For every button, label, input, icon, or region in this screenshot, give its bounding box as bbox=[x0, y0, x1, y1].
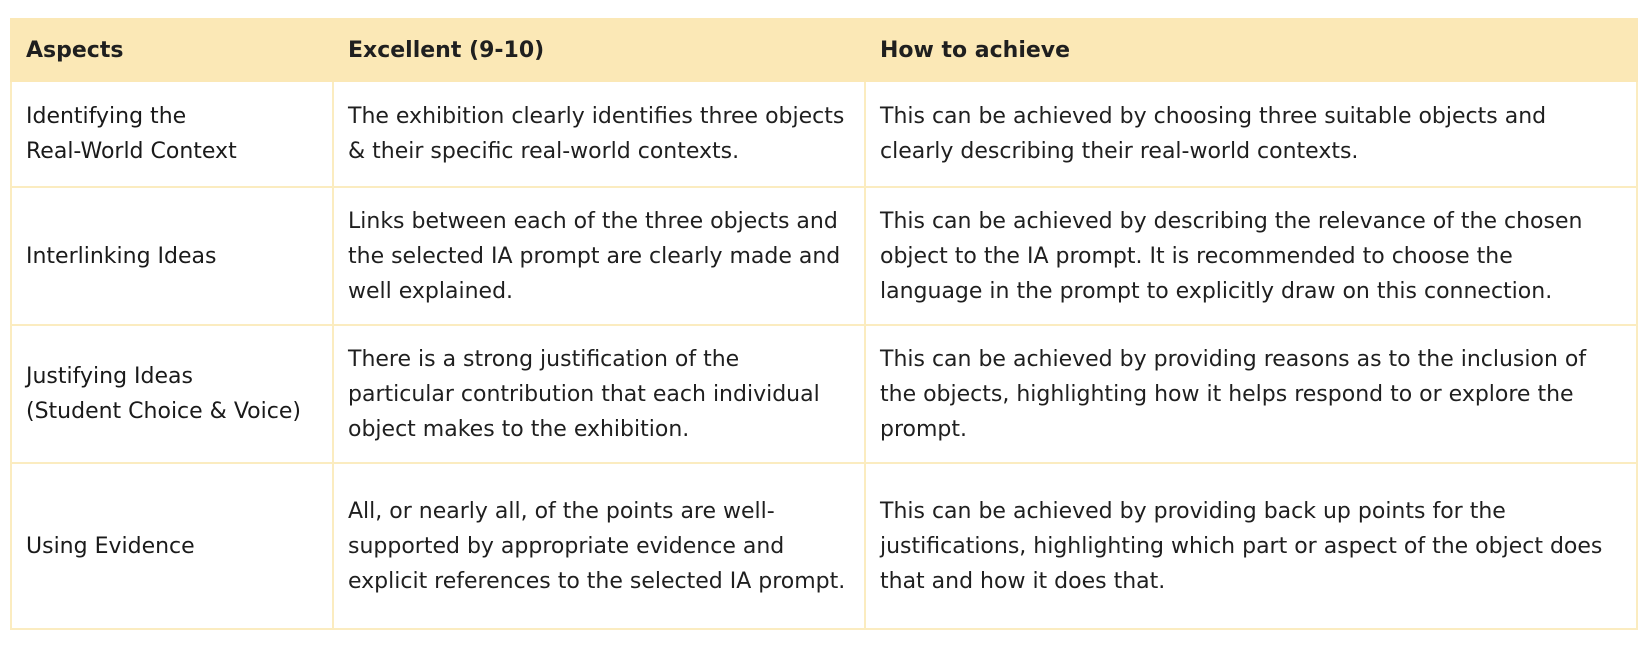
aspect-line: Justifying Ideas bbox=[26, 364, 193, 389]
aspect-line: (Student Choice & Voice) bbox=[26, 399, 301, 424]
aspect-cell bbox=[11, 187, 333, 325]
table-row bbox=[11, 325, 1637, 463]
aspect-cell bbox=[11, 81, 333, 187]
aspect-cell bbox=[11, 325, 333, 463]
aspect-line: Using Evidence bbox=[26, 533, 195, 559]
aspect-cell bbox=[11, 463, 333, 629]
header-excellent: Excellent (9-10) bbox=[333, 19, 865, 81]
aspect-line: Identifying the bbox=[26, 104, 187, 129]
aspect-line: Real-World Context bbox=[26, 139, 237, 164]
excellent-cell: All, or nearly all, of the points are well-supported by appropriate evidence and explicit references to the selected IA prompt. bbox=[333, 463, 865, 629]
rubric-table bbox=[10, 18, 1638, 630]
table-row bbox=[11, 187, 1637, 325]
header-row bbox=[11, 19, 1637, 81]
aspect-line: Interlinking Ideas bbox=[26, 243, 217, 269]
how-to-achieve-cell: This can be achieved by describing the relevance of the chosen object to the IA prompt. It is recommended to choose the language in the prompt to explicitly draw on this connection. bbox=[865, 187, 1637, 325]
how-to-achieve-cell: This can be achieved by choosing three suitable objects and clearly describing their real-world contexts. bbox=[865, 81, 1637, 187]
header-how-to-achieve: How to achieve bbox=[865, 19, 1637, 81]
excellent-cell: There is a strong justification of the particular contribution that each individual object makes to the exhibition. bbox=[333, 325, 865, 463]
how-to-achieve-cell: This can be achieved by providing back up points for the justifications, highlighting which part or aspect of the object does that and how it does that. bbox=[865, 463, 1637, 629]
excellent-cell: The exhibition clearly identifies three objects & their specific real-world contexts. bbox=[333, 81, 865, 187]
rubric-table-container bbox=[10, 18, 1636, 630]
excellent-cell: Links between each of the three objects and the selected IA prompt are clearly made and well explained. bbox=[333, 187, 865, 325]
table-body bbox=[11, 81, 1637, 629]
table-row bbox=[11, 463, 1637, 629]
header-aspects: Aspects bbox=[11, 19, 333, 81]
table-header bbox=[11, 19, 1637, 81]
table-row bbox=[11, 81, 1637, 187]
how-to-achieve-cell: This can be achieved by providing reasons as to the inclusion of the objects, highlighting how it helps respond to or explore the prompt. bbox=[865, 325, 1637, 463]
